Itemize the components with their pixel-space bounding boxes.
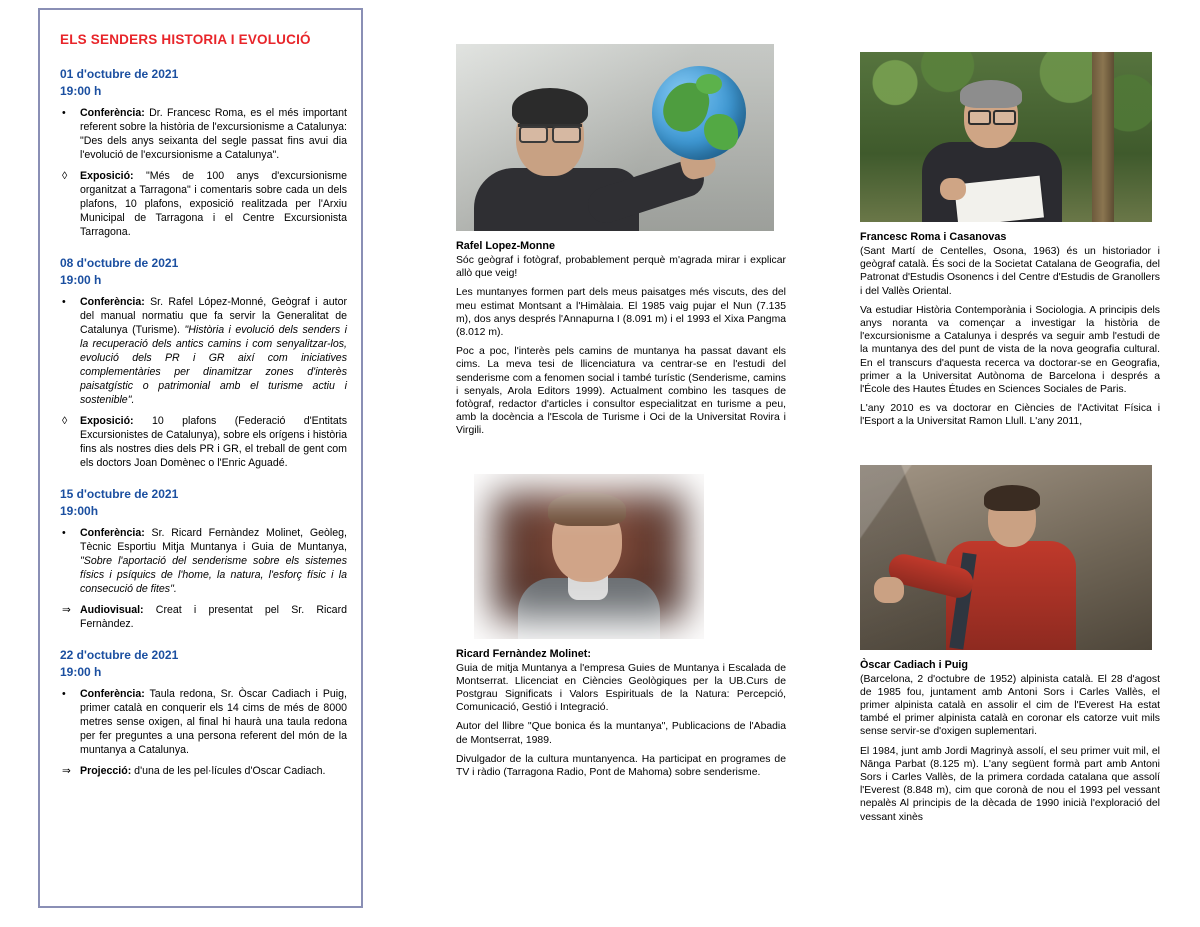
globe-icon bbox=[652, 66, 746, 160]
item-quote: "Sobre l'aportació del senderisme sobre els sistemes físics i psíquics de l'home, la natura, l'esforç físic i la consecució de fites". bbox=[80, 554, 347, 595]
bullet-marker: ◊ bbox=[62, 414, 68, 427]
program-panel bbox=[38, 8, 363, 908]
session-items bbox=[58, 296, 347, 471]
session-time: 19:00 h bbox=[60, 84, 102, 99]
item-text: Creat i presentat pel Sr. Ricard Fernàndez. bbox=[80, 603, 347, 630]
bullet-marker: • bbox=[62, 295, 66, 308]
session-items bbox=[58, 688, 347, 779]
session-date: 01 d'octubre de 2021 bbox=[60, 66, 179, 81]
photo-figure-hand bbox=[940, 178, 966, 200]
session-block bbox=[58, 648, 347, 779]
item-text: 10 plafons (Federació d'Entitats Excursionistes de Catalunya), sobre els orígens i història fins als nostres dies dels PR i GR, el treball de gent com els doctors Joan Domènec o l'Enric Aguadé. bbox=[80, 414, 347, 469]
list-item bbox=[58, 527, 347, 597]
bullet-marker: ◊ bbox=[62, 169, 68, 182]
item-text: d'una de les pel·lícules d'Oscar Cadiach. bbox=[131, 764, 326, 777]
item-label: Exposició: bbox=[80, 414, 134, 427]
bio-text-ricard bbox=[456, 662, 786, 780]
bio-paragraph: L'any 2010 es va doctorar en Ciències de l'Activitat Física i l'Esport a la Universitat Ramon Llull. L'any 2011, bbox=[860, 403, 1160, 428]
item-text: "Més de 100 anys d'excursionisme organitzat a Tarragona" i comentaris sobre cada un dels plafons, 10 plafons, exposició realitzada per l'Arxiu Municipal de Tarragona i el Centre Excursionista Tarragona. bbox=[80, 169, 347, 238]
photo-tree-trunk bbox=[1092, 52, 1114, 222]
bio-paragraph: Divulgador de la cultura muntanyenca. Ha participat en programes de TV i ràdio (Tarragona Radio, Pont de Mahoma) sobre senderisme. bbox=[456, 753, 786, 779]
glasses-icon bbox=[968, 110, 1016, 122]
session-block bbox=[58, 487, 347, 632]
bio-name-ricard: Ricard Fernàndez Molinet: bbox=[456, 647, 591, 660]
session-time: 19:00h bbox=[60, 504, 99, 519]
bio-paragraph: (Barcelona, 2 d'octubre de 1952) alpinista català. El 28 d'agost de 1985 fou, juntament amb Antoni Sors i Carles Vallès, el primer alpinista català en assolir el cim de l'Everest Ha estat també el primer alpinista català en coronar els catorze vuit mils sense servir-se d'oxigen suplementari. bbox=[860, 673, 1160, 738]
bullet-marker: ⇒ bbox=[62, 764, 71, 777]
photo-figure-hair bbox=[512, 88, 588, 128]
list-item bbox=[58, 415, 347, 471]
glasses-icon bbox=[518, 124, 582, 138]
session-time: 19:00 h bbox=[60, 665, 102, 680]
item-text: Dr. Francesc Roma, es el més important referent sobre la història de l'excursionisme a Catalunya: "Des dels anys seixanta del segle passat fins avui dia l'evolució de l'excursionisme a Catalunya". bbox=[80, 107, 347, 161]
bio-paragraph: Guia de mitja Muntanya a l'empresa Guies de Muntanya i Escalada de Montserrat. Llicenciat en Ciències Geològiques per la UB.Curs de Postgrau Significats i Valors Espirituals de la Natura: Percepció, Comunicació, Gestió i Integració. bbox=[456, 662, 786, 714]
bio-name-oscar: Òscar Cadiach i Puig bbox=[860, 658, 969, 671]
bio-paragraph: Les muntanyes formen part dels meus paisatges més viscuts, des del meu estimat Montsant a l'Himàlaia. El 1985 vaig pujar el Nun (7.135 m), dos anys després l'Annapurna I (8.091 m) i el 1993 el Xixa Pangma (8.012 m). bbox=[456, 287, 786, 339]
item-label: Conferència: bbox=[80, 295, 145, 308]
middle-column bbox=[456, 0, 786, 785]
list-item bbox=[58, 107, 347, 163]
bio-name-rafel: Rafel Lopez-Monne bbox=[456, 240, 555, 252]
bio-paragraph: Sóc geògraf i fotògraf, probablement perquè m'agrada mirar i explicar allò que veig! bbox=[456, 255, 786, 280]
right-column bbox=[860, 0, 1160, 830]
bullet-marker: • bbox=[62, 687, 66, 700]
list-item bbox=[58, 688, 347, 758]
bio-text-francesc bbox=[860, 245, 1160, 429]
session-date: 22 d'octubre de 2021 bbox=[60, 647, 179, 662]
photo-figure-hand bbox=[874, 577, 904, 603]
photo-rafel-lopez-monne bbox=[456, 44, 774, 231]
list-item bbox=[58, 765, 347, 779]
bio-paragraph: (Sant Martí de Centelles, Osona, 1963) és un historiador i geògraf català. És soci de la Societat Catalana de Geografia, del Patronat d'Estudis Osonencs i del Centre d'Estudis de Granollers i del Vallès Oriental. bbox=[860, 246, 1160, 297]
bio-text-oscar bbox=[860, 673, 1160, 824]
item-label: Conferència: bbox=[80, 107, 145, 120]
session-date: 15 d'octubre de 2021 bbox=[60, 486, 179, 501]
bio-name-francesc: Francesc Roma i Casanovas bbox=[860, 231, 1007, 243]
item-text: Sr. Ricard Fernàndez Molinet, Geòleg, Tècnic Esportiu Mitja Muntanya i Guia de Muntanya, bbox=[80, 526, 347, 553]
item-label: Audiovisual: bbox=[80, 603, 144, 616]
photo-paper-sheet bbox=[954, 176, 1044, 222]
bio-paragraph: Va estudiar Història Contemporània i Sociologia. A principis dels anys noranta va començar a investigar la història de l'excursionisme a Catalunya i després va seguir amb l'estudi de la muntanya des del punt de vista de la nova geografia cultural. En el transcurs d'aquesta recerca va doctorar-se en Geografia, primer a la Universitat Autònoma de Barcelona i després a l'École des Hautes Études en Sciences Sociales de Paris. bbox=[860, 304, 1160, 396]
item-text: Sr. Rafel López-Monné, Geògraf i autor del manual normatiu que fa servir la Generalitat de Catalunya (Turisme). bbox=[80, 295, 347, 336]
session-items bbox=[58, 107, 347, 240]
bio-paragraph: El 1984, junt amb Jordi Magrinyà assolí, el seu primer vuit mil, el Nānga Parbat (8.125 m). L'any següent formà part amb Antoni Sors i Carles Vallès, de la primera cordada catalana que assolí l'Everest (8.848 m), cim que coronà de nou el 1993 pel vessant nepalès Al principis de la dècada de 1990 inicià l'exploració del vessant xinès bbox=[860, 745, 1160, 823]
bullet-marker: • bbox=[62, 526, 66, 539]
bio-paragraph: Poc a poc, l'interès pels camins de muntanya ha passat davant els cims. La meva tesi de llicenciatura va centrar-se en l'estudi del senderisme com a fenomen social i també turístic (Senderisme, camins i senyals, Arola Editors 1999). Actualment combino les tasques de fotògraf, redactor d'articles i consultor especialitzat en turisme a peu, amb la docència a l'Escola de Turisme i Oci de la Universitat Rovira i Virgili. bbox=[456, 346, 786, 437]
session-block bbox=[58, 67, 347, 240]
bio-text-rafel bbox=[456, 254, 786, 438]
globe-landmass bbox=[696, 74, 722, 94]
bio-paragraph: Autor del llibre "Que bonica és la muntanya", Publicacions de l'Abadia de Montserrat, 1989. bbox=[456, 721, 786, 746]
bullet-marker: • bbox=[62, 107, 66, 120]
item-text: Taula redona, Sr. Òscar Cadiach i Puig, primer català en conquerir els 14 cims de més de 8000 metres sense oxigen, al final hi haurà una taula redona per fer preguntes a una persona referent del món de la muntanya a Catalunya. bbox=[80, 687, 347, 756]
program-title: ELS SENDERS HISTORIA I EVOLUCIÓ bbox=[60, 32, 311, 47]
item-label: Projecció: bbox=[80, 764, 132, 777]
photo-francesc-roma bbox=[860, 52, 1152, 222]
globe-landmass bbox=[704, 114, 738, 150]
item-label: Conferència: bbox=[80, 526, 145, 539]
item-label: Conferència: bbox=[80, 687, 145, 700]
bullet-marker: ⇒ bbox=[62, 603, 71, 616]
session-items bbox=[58, 527, 347, 632]
photo-figure-hair bbox=[984, 485, 1040, 511]
list-item bbox=[58, 604, 347, 632]
item-label: Exposició: bbox=[80, 169, 134, 182]
list-item bbox=[58, 170, 347, 240]
photo-vignette bbox=[474, 474, 704, 639]
session-date: 08 d'octubre de 2021 bbox=[60, 255, 179, 270]
session-time: 19:00 h bbox=[60, 273, 102, 288]
photo-oscar-cadiach bbox=[860, 465, 1152, 650]
session-block bbox=[58, 256, 347, 471]
photo-ricard-fernandez-molinet bbox=[474, 474, 704, 639]
photo-figure-hair bbox=[960, 80, 1022, 108]
item-quote: "Història i evolució dels senders i la recuperació dels antics camins i com senyalitzar-los, evolució dels PR i GR així com iniciatives complementàries per dinamitzar zones d'interès paisatgístic o patrimonial amb el turisme actiu i sostenible". bbox=[80, 323, 347, 406]
list-item bbox=[58, 296, 347, 408]
